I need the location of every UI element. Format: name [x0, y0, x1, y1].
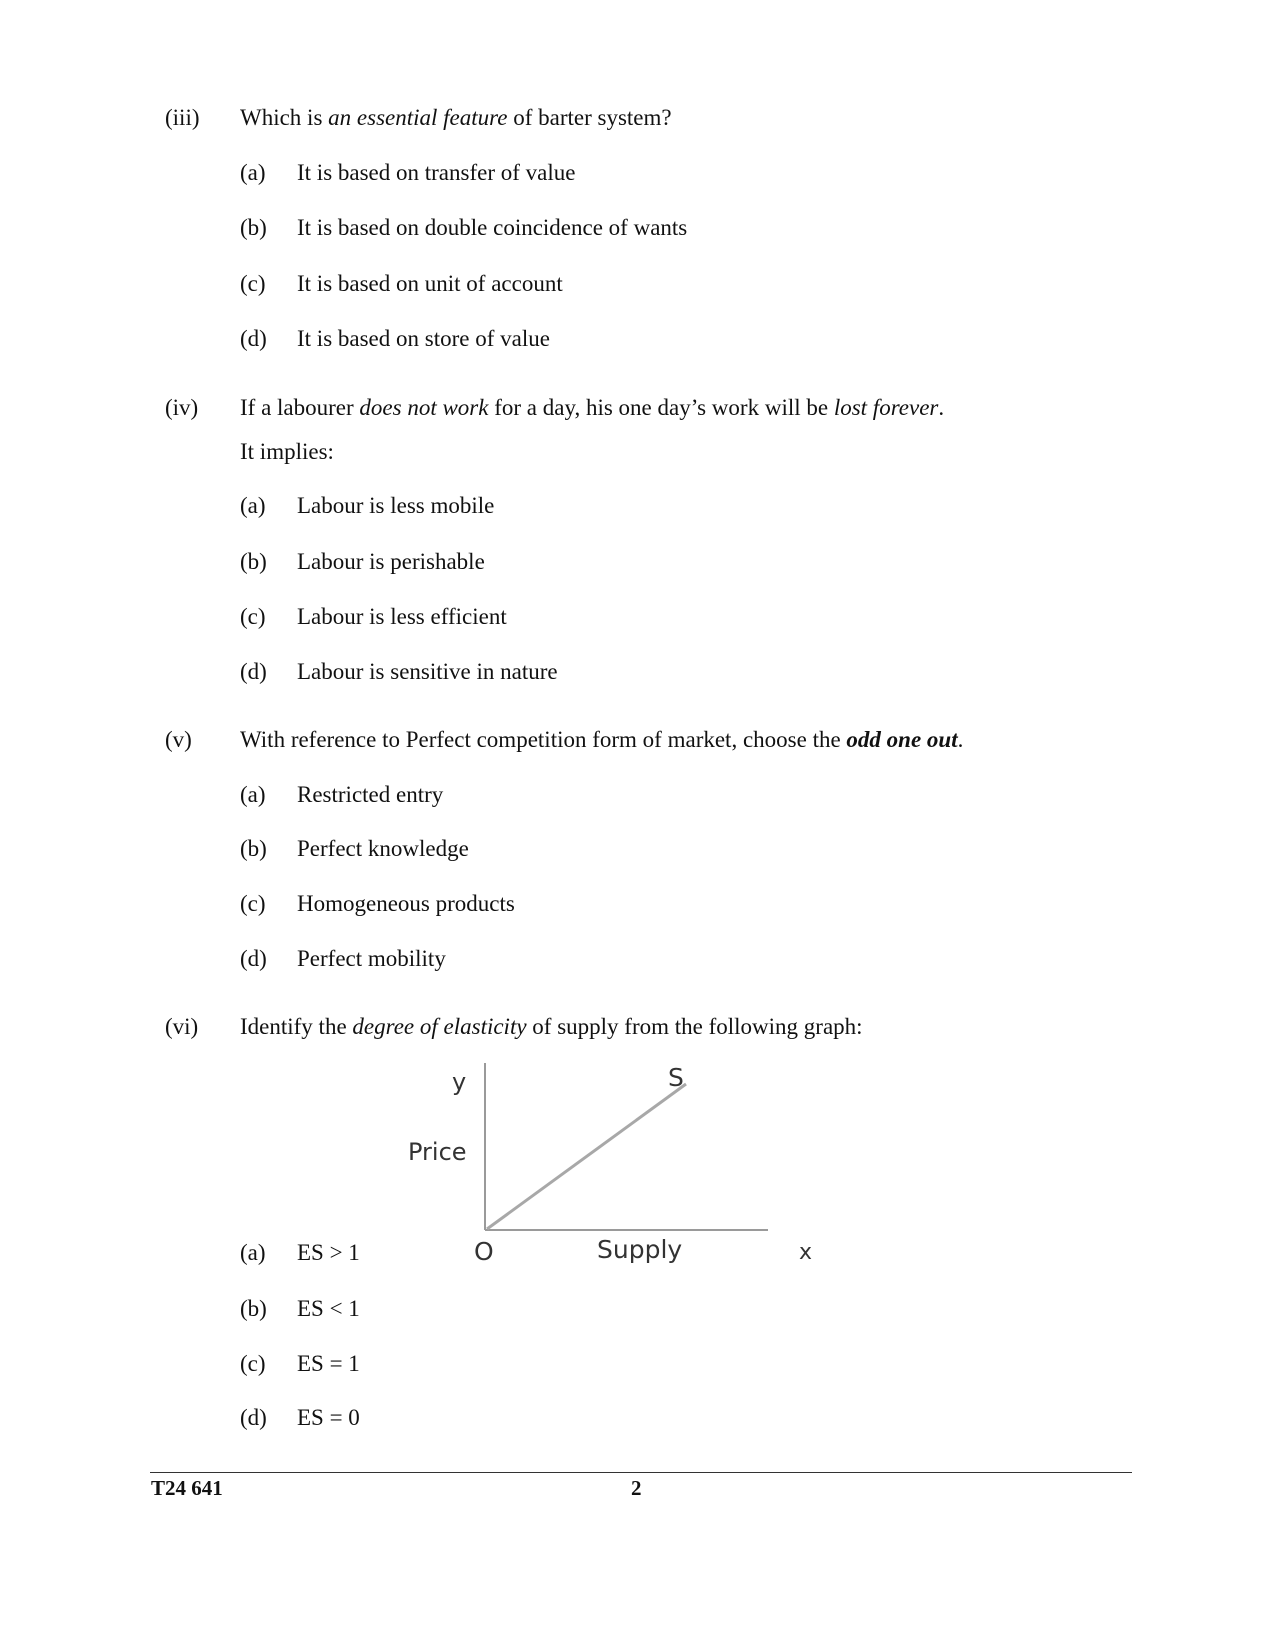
supply-curve-line — [487, 1084, 686, 1229]
stem-text-run: With reference to Perfect competition form of market, choose the — [240, 727, 847, 752]
footer-divider — [150, 1472, 1132, 1473]
option-text: Labour is less efficient — [297, 604, 507, 629]
option-label: (d) — [240, 1405, 267, 1430]
y-axis-label: Price — [408, 1138, 467, 1166]
option-label: (c) — [240, 1351, 266, 1376]
stem-text-run: of supply from the following graph: — [526, 1014, 863, 1039]
x-axis-label: Supply — [597, 1235, 683, 1264]
stem-text-run: . — [938, 395, 945, 420]
option-label: (c) — [240, 271, 266, 296]
page-number: 2 — [631, 1476, 642, 1500]
question-number-v: (v) — [165, 727, 192, 752]
x-axis-letter: x — [799, 1240, 813, 1265]
option-text: ES < 1 — [297, 1296, 360, 1321]
option-text: Labour is less mobile — [297, 493, 495, 518]
option-label: (b) — [240, 215, 267, 240]
stem-text-run: . — [957, 727, 964, 752]
option-text: It is based on transfer of value — [297, 160, 576, 185]
paper-code: T24 641 — [151, 1476, 223, 1500]
option-label: (a) — [240, 160, 266, 185]
question-number-vi: (vi) — [165, 1014, 199, 1039]
option-label: (b) — [240, 1296, 267, 1321]
option-label: (d) — [240, 326, 267, 351]
option-text: It is based on unit of account — [297, 271, 563, 296]
option-label: (a) — [240, 493, 266, 518]
question-number-iv: (iv) — [165, 395, 199, 420]
option-text: Restricted entry — [297, 782, 444, 807]
option-label: (a) — [240, 782, 266, 807]
stem-text-run: lost forever — [833, 395, 939, 420]
option-label: (c) — [240, 891, 266, 916]
stem-text-run: Identify the — [240, 1014, 353, 1039]
option-label: (b) — [240, 549, 267, 574]
stem-text-run: If a labourer — [240, 395, 360, 420]
origin-label: O — [474, 1237, 494, 1266]
option-label: (a) — [240, 1240, 266, 1265]
option-text: It is based on store of value — [297, 326, 550, 351]
y-axis-letter: y — [452, 1068, 467, 1096]
option-text: ES = 1 — [297, 1351, 360, 1376]
stem-text-run: degree of elasticity — [352, 1014, 527, 1039]
stem-text-run: of barter system? — [507, 105, 672, 130]
option-label: (d) — [240, 659, 267, 684]
option-text: Homogeneous products — [297, 891, 515, 916]
option-text: Perfect mobility — [297, 946, 446, 971]
option-text: ES > 1 — [297, 1240, 360, 1265]
question-number-iii: (iii) — [165, 105, 200, 130]
option-label: (c) — [240, 604, 266, 629]
option-text: Labour is perishable — [297, 549, 485, 574]
stem-text-run: odd one out — [846, 727, 958, 752]
question-stem-iv-line2: It implies: — [240, 439, 334, 464]
option-text: Perfect knowledge — [297, 836, 469, 861]
curve-label: S — [668, 1063, 684, 1092]
stem-text-run: does not work — [359, 395, 489, 420]
option-text: Labour is sensitive in nature — [297, 659, 558, 684]
option-label: (d) — [240, 946, 267, 971]
stem-text-run: an essential feature — [328, 105, 508, 130]
option-text: ES = 0 — [297, 1405, 360, 1430]
stem-text-run: for a day, his one day’s work will be — [488, 395, 834, 420]
option-label: (b) — [240, 836, 267, 861]
stem-text-run: Which is — [240, 105, 329, 130]
option-text: It is based on double coincidence of wants — [297, 215, 688, 240]
